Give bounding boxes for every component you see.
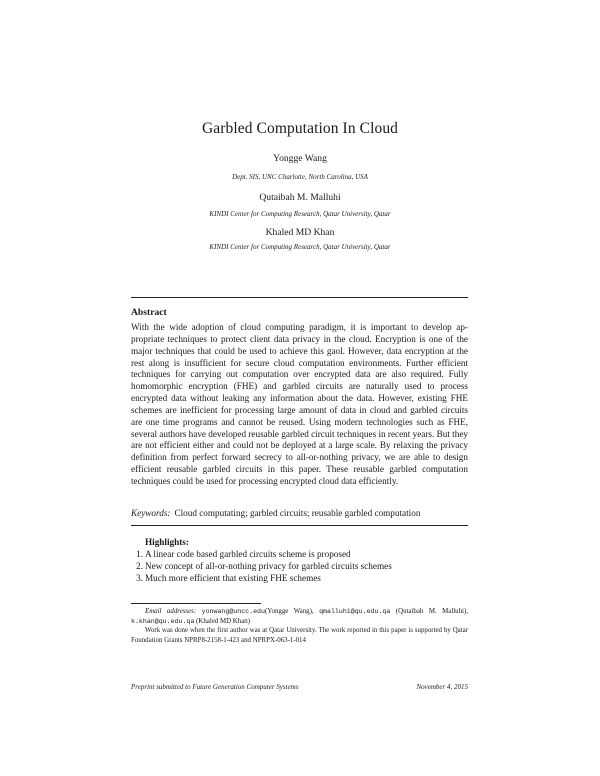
email-label: Email addresses:	[145, 608, 197, 615]
list-item-number: 1.	[136, 549, 143, 559]
list-item-number: 2.	[136, 561, 143, 572]
highlights-heading: Highlights:	[145, 537, 189, 547]
footnotes	[131, 607, 468, 645]
preprint-date: November 4, 2015	[416, 683, 468, 691]
list-item-text: New concept of all-or-nothing privacy for garbled circuits schemes	[145, 561, 392, 572]
list-item-number: 3.	[136, 573, 143, 584]
abstract-bottom-rule	[131, 525, 468, 526]
email-owner-1: (Yongge Wang),	[264, 608, 314, 615]
email-link-2[interactable]: qmalluhi@qu.edu.qa	[319, 608, 391, 615]
paper-title: Garbled Computation In Cloud	[201, 120, 399, 137]
author-name-3: Khaled MD Khan	[265, 227, 335, 238]
email-owner-3: (Khaled MD Khan)	[196, 617, 251, 625]
keywords-text: Cloud computating; garbled circuits; reusable garbled computation	[174, 508, 421, 518]
author-affiliation-3: KINDI Center for Computing Research, Qatar University, Qatar	[209, 243, 391, 251]
email-link-3[interactable]: k.khan@qu.edu.qa	[131, 617, 195, 625]
keywords-line	[131, 508, 468, 518]
list-item	[131, 548, 468, 560]
footnote-emails	[131, 607, 468, 626]
highlights-list	[131, 548, 468, 584]
list-item-text: A linear code based garbled circuits scheme is proposed	[145, 549, 351, 559]
author-name-2: Qutaibah M. Malluhi	[259, 192, 341, 203]
list-item	[131, 572, 468, 584]
list-item	[131, 560, 468, 572]
author-name-1: Yongge Wang	[273, 153, 327, 164]
abstract-text: With the wide adoption of cloud computing paradigm, it is important to develop appropriate techniques to protect client data privacy in the cloud. Encryption is one of the major techniques that could be used to achieve this gaol. However, data encryption at the rest along is insufficient for secure cloud computation environments. Further efficient techniques for carrying out computation over encrypted data are also required. Fully homomorphic encryption (FHE) and garbled circuits are naturally used to process encrypted data without leaking any information about the data. However, existing FHE schemes are inefficient for processing large amount of data in cloud and garbled circuits are one time programs and cannot be reused. Using modern technologies such as FHE, several authors have developed reusable garbled circuit techniques in recent years. But they are not efficient either and could not be deployed at a large scale. By relaxing the privacy definition from perfect forward secrecy to all-or-nothing privacy, we are able to design efficient reusable garbled circuits in this paper. These reusable garbled computation techniques could be used for processing encrypted cloud data efficiently.	[131, 322, 468, 486]
funding-note: Work was done when the first author was at Qatar University. The work reported in this paper is supported by Qatar Foundation Grants NPRP8-2158-1-423 and NPRPX-063-1-014	[131, 627, 468, 644]
author-affiliation-2: KINDI Center for Computing Research, Qatar University, Qatar	[209, 210, 391, 218]
email-link-1[interactable]: yonwang@uncc.edu	[201, 608, 265, 615]
abstract-heading: Abstract	[131, 307, 167, 318]
footnote-rule	[131, 603, 261, 604]
email-owner-2: (Qutaibah M. Malluhi),	[395, 608, 468, 615]
preprint-notice: Preprint submitted to Future Generation Computer Systems	[131, 683, 299, 691]
keywords-label: Keywords:	[131, 508, 171, 518]
footnote-funding	[131, 626, 468, 645]
list-item-text: Much more efficient that existing FHE schemes	[145, 573, 321, 584]
author-affiliation-1: Dept. SIS, UNC Charlotte, North Carolina, USA	[232, 173, 368, 181]
abstract-top-rule	[131, 297, 468, 298]
